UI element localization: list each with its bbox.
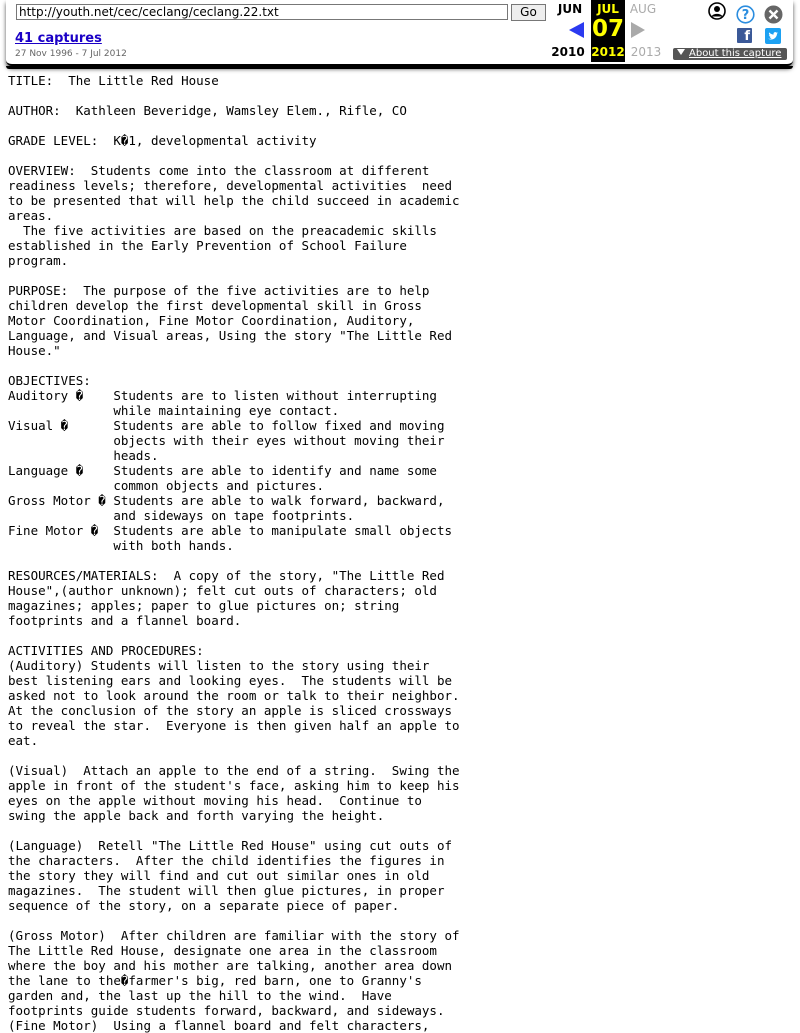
facebook-icon[interactable]: f — [737, 28, 752, 43]
triangle-down-icon — [677, 49, 685, 55]
document-line — [8, 268, 460, 283]
user-icon[interactable] — [708, 2, 726, 20]
document-line: while maintaining eye contact. — [8, 403, 340, 418]
document-line: PURPOSE: The purpose of the five activities are to help — [8, 283, 430, 298]
document-line: with both hands. — [8, 538, 234, 553]
document-line — [8, 913, 460, 928]
current-day: 07 — [591, 16, 624, 42]
document-line: House." — [8, 343, 61, 358]
document-line: swing the apple back and forth varying the height. — [8, 808, 385, 823]
current-year: 2012 — [591, 45, 625, 59]
document-line: magazines. The student will then glue pictures, in proper — [8, 883, 445, 898]
document-line — [8, 553, 460, 568]
captures-link[interactable]: 41 captures — [15, 31, 102, 46]
document-line: readiness levels; therefore, developmental activities need — [8, 178, 453, 193]
document-line: footprints and a flannel board. — [8, 613, 242, 628]
document-line: apple in front of the student's face, asking him to keep his — [8, 778, 460, 793]
document-line: The Little Red House, designate one area in the classroom — [8, 943, 437, 958]
document-line: GRADE LEVEL: K�1, developmental activity — [8, 133, 317, 148]
document-line: Visual � Students are able to follow fixed and moving — [8, 418, 445, 433]
document-line: Language � Students are able to identify and name some — [8, 463, 437, 478]
document-line: children develop the first developmental skill in Gross — [8, 298, 422, 313]
document-line: heads. — [8, 448, 159, 463]
document-line: footprints guide students forward, backward, and sideways. — [8, 1003, 445, 1018]
document-line: The five activities are based on the preacademic skills — [8, 223, 437, 238]
document-line — [8, 628, 460, 643]
document-line — [8, 748, 460, 763]
document-line: sequence of the story, on a separate piece of paper. — [8, 898, 400, 913]
document-line: (Auditory) Students will listen to the story using their — [8, 658, 430, 673]
document-line: At the conclusion of the story an apple is sliced crossways — [8, 703, 453, 718]
document-line: the story they will find and cut out similar ones in old — [8, 868, 430, 883]
document-line — [8, 358, 460, 373]
prev-year-link[interactable]: 2010 — [551, 45, 585, 59]
document-line: objects with their eyes without moving their — [8, 433, 445, 448]
document-line: (Fine Motor) Using a flannel board and felt characters, — [8, 1018, 430, 1033]
current-month: JUL — [597, 2, 619, 16]
document-line: OVERVIEW: Students come into the classroom at different — [8, 163, 430, 178]
document-line — [8, 118, 460, 133]
document-line: the characters. After the child identifies the figures in — [8, 853, 445, 868]
document-line — [8, 148, 460, 163]
document-line: where the boy and his mother are talking, another area down — [8, 958, 453, 973]
prev-month-link[interactable]: JUN — [557, 2, 583, 16]
document-line: asked not to look around the room or talk to their neighbor. — [8, 688, 460, 703]
twitter-icon[interactable] — [765, 28, 781, 44]
document-line: (Gross Motor) After children are familiar with the story of — [8, 928, 460, 943]
about-capture-button[interactable]: About this capture — [673, 48, 787, 60]
document-line: RESOURCES/MATERIALS: A copy of the story, "The Little Red — [8, 568, 445, 583]
document-line: eyes on the apple without moving his head. Continue to — [8, 793, 422, 808]
document-line: and sideways on tape footprints. — [8, 508, 355, 523]
document-line: TITLE: The Little Red House — [8, 73, 219, 88]
next-month: AUG — [629, 2, 657, 16]
document-line: (Visual) Attach an apple to the end of a string. Swing the — [8, 763, 460, 778]
document-line: Gross Motor � Students are able to walk forward, backward, — [8, 493, 445, 508]
wayback-toolbar — [6, 0, 793, 66]
document-line: the lane to the�farmer's big, red barn, one to Granny's — [8, 973, 422, 988]
close-icon[interactable] — [764, 5, 783, 24]
document-line: common objects and pictures. — [8, 478, 325, 493]
help-icon[interactable] — [736, 5, 755, 24]
document-line: AUTHOR: Kathleen Beveridge, Wamsley Elem., Rifle, CO — [8, 103, 407, 118]
document-line: Language, and Visual areas, Using the story "The Little Red — [8, 328, 453, 343]
document-line: garden and, the last up the hill to the wind. Have — [8, 988, 392, 1003]
document-line: best listening ears and looking eyes. The students will be — [8, 673, 453, 688]
document-line: Motor Coordination, Fine Motor Coordination, Auditory, — [8, 313, 415, 328]
document-line — [8, 823, 460, 838]
captures-date-range: 27 Nov 1996 - 7 Jul 2012 — [15, 49, 127, 59]
document-line: House",(author unknown); felt cut outs of characters; old — [8, 583, 437, 598]
document-line: (Language) Retell "The Little Red House" using cut outs of — [8, 838, 453, 853]
document-line: ACTIVITIES AND PROCEDURES: — [8, 643, 204, 658]
url-input[interactable]: http://youth.net/cec/ceclang/ceclang.22.txt — [16, 4, 508, 20]
document-line: OBJECTIVES: — [8, 373, 91, 388]
document-line: to reveal the star. Everyone is then given half an apple to — [8, 718, 460, 733]
document-line: Auditory � Students are to listen without interrupting — [8, 388, 437, 403]
document-line — [8, 88, 460, 103]
go-button[interactable]: Go — [511, 4, 546, 21]
document-line: areas. — [8, 208, 54, 223]
document-line: established in the Early Prevention of School Failure — [8, 238, 407, 253]
next-capture-arrow-icon — [631, 22, 645, 38]
document-line: eat. — [8, 733, 39, 748]
document-line: to be presented that will help the child succeed in academic — [8, 193, 460, 208]
next-year: 2013 — [630, 45, 662, 59]
document-line: magazines; apples; paper to glue pictures on; string — [8, 598, 400, 613]
document-text — [8, 73, 460, 1033]
prev-capture-arrow-icon[interactable] — [569, 22, 584, 38]
document-line: program. — [8, 253, 69, 268]
svg-text:?: ? — [741, 8, 750, 23]
document-line: Fine Motor � Students are able to manipulate small objects — [8, 523, 453, 538]
